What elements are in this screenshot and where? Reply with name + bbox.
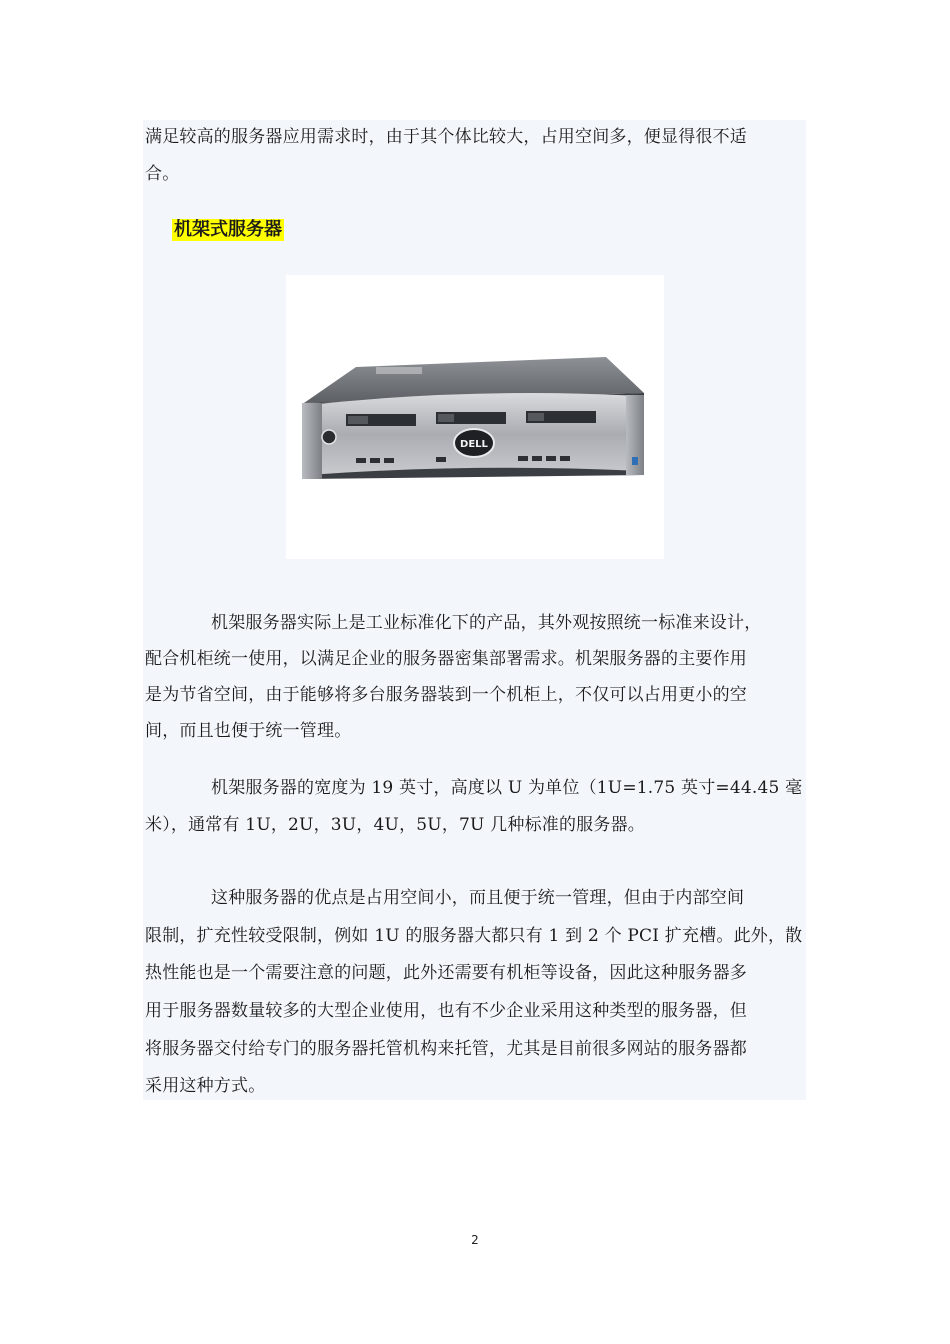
intro-line-2: 合。 [145, 164, 180, 184]
section-heading: 机架式服务器 [174, 219, 282, 240]
text-background [143, 120, 806, 1100]
page-number: 2 [471, 1233, 479, 1247]
para1-line-2: 配合机柜统一使用，以满足企业的服务器密集部署需求。机架服务器的主要作用 [145, 649, 747, 669]
para3-line-4: 用于服务器数量较多的大型企业使用，也有不少企业采用这种类型的服务器，但 [145, 1001, 747, 1021]
para3-line-3: 热性能也是一个需要注意的问题，此外还需要有机柜等设备，因此这种服务器多 [145, 963, 747, 983]
para1-line-1: 机架服务器实际上是工业标准化下的产品，其外观按照统一标准来设计， [211, 613, 762, 633]
para3-line-5: 将服务器交付给专门的服务器托管机构来托管，尤其是目前很多网站的服务器都 [145, 1039, 747, 1059]
para3-line-1: 这种服务器的优点是占用空间小，而且便于统一管理，但由于内部空间 [211, 888, 745, 908]
para3-line-2: 限制，扩充性较受限制，例如 1U 的服务器大都只有 1 到 2 个 PCI 扩充槽。此外，散 [145, 926, 803, 946]
para1-line-4: 间，而且也便于统一管理。 [145, 721, 352, 741]
para2-line-2: 米），通常有 1U，2U，3U，4U，5U，7U 几种标准的服务器。 [145, 815, 645, 835]
intro-line-1: 满足较高的服务器应用需求时，由于其个体比较大，占用空间多，便显得很不适 [145, 127, 747, 147]
para1-line-3: 是为节省空间，由于能够将多台服务器装到一个机柜上，不仅可以占用更小的空 [145, 685, 747, 705]
para2-line-1: 机架服务器的宽度为 19 英寸，高度以 U 为单位（1U=1.75 英寸=44.45 毫 [211, 778, 803, 798]
dell-logo: DELL [460, 439, 488, 450]
rack-server-image [286, 275, 664, 559]
para3-line-6: 采用这种方式。 [145, 1076, 266, 1096]
